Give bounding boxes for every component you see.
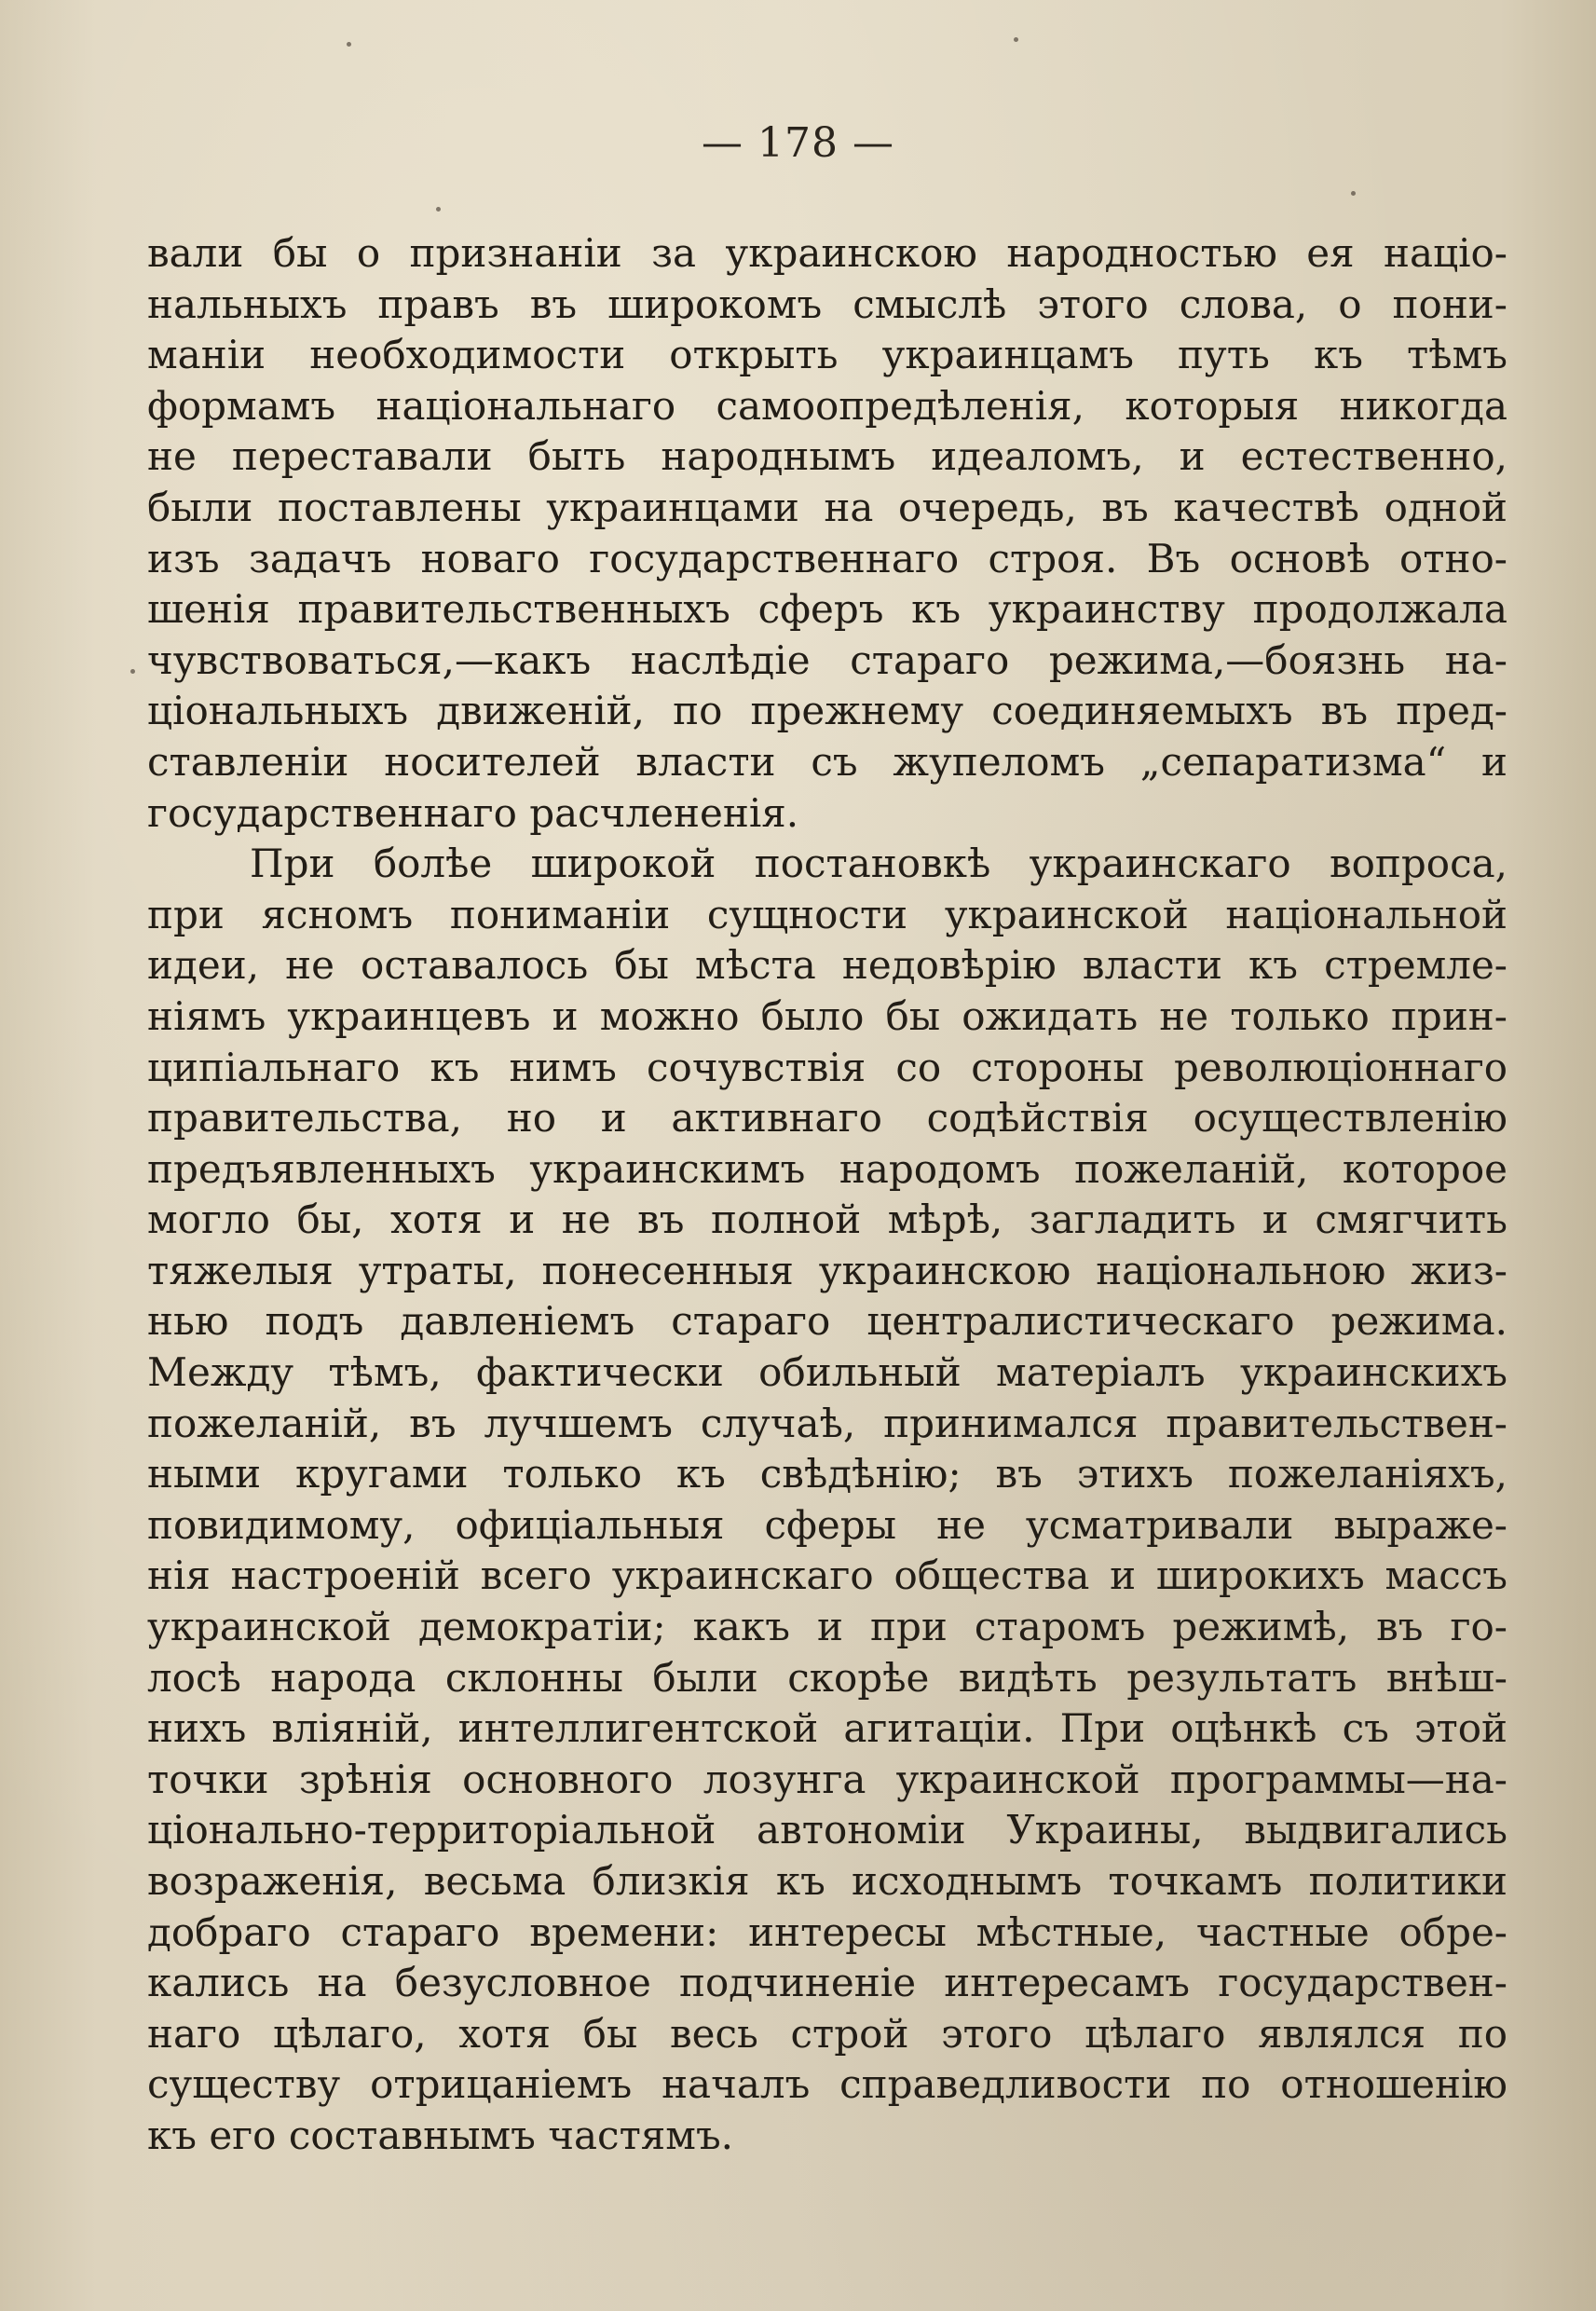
print-speck [347,42,351,47]
text-line: пожеланій, въ лучшемъ случаѣ, принимался правительствен- [147,1400,1507,1446]
text-line: чувствоваться,—какъ наслѣдіе стараго режима,—боязнь на- [147,636,1507,683]
text-line: ціональныхъ движеній, по прежнему соединяемыхъ въ пред- [147,688,1507,734]
text-line: возраженія, весьма близкія къ исходнымъ точкамъ политики [147,1858,1507,1904]
text-line: правительства, но и активнаго содѣйствія осуществленію [147,1095,1507,1142]
text-line: повидимому, офиціальныя сферы не усматривали выраже- [147,1501,1507,1548]
text-line: существу отрицаніемъ началъ справедливости по отношенію [147,2061,1507,2108]
text-line: при ясномъ пониманіи сущности украинской національной [147,891,1507,937]
paragraph-end-line: къ его составнымъ частямъ. [147,2112,734,2158]
text-line: предъявленныхъ украинскимъ народомъ пожеланій, которое [147,1145,1507,1192]
text-line: украинской демократіи; какъ и при старомъ режимѣ, въ го- [147,1604,1507,1650]
text-line: шенія правительственныхъ сферъ къ украинству продолжала [147,586,1507,633]
print-speck [1014,37,1018,42]
text-line: нихъ вліяній, интеллигентской агитаціи. При оцѣнкѣ съ этой [147,1705,1507,1752]
paragraph-end-line: государственнаго расчлененія. [147,789,799,836]
text-line: добраго стараго времени: интересы мѣстные, частные обре- [147,1908,1507,1955]
text-line: Между тѣмъ, фактически обильный матеріалъ украинскихъ [147,1349,1507,1396]
print-speck [436,207,441,212]
text-line: точки зрѣнія основного лозунга украинской программы—на- [147,1756,1507,1802]
text-line: ципіальнаго къ нимъ сочувствія со стороны революціоннаго [147,1044,1507,1090]
text-line: маніи необходимости открыть украинцамъ путь къ тѣмъ [147,332,1507,378]
text-line: были поставлены украинцами на очередь, въ качествѣ одной [147,484,1507,530]
text-line: ціонально-территоріальной автономіи Украины, выдвигались [147,1807,1507,1853]
page-number: — 178 — [702,119,894,167]
text-line: нія настроеній всего украинскаго общества и широкихъ массъ [147,1552,1507,1599]
text-line: ными кругами только къ свѣдѣнію; въ этихъ пожеланіяхъ, [147,1451,1507,1497]
print-speck [130,669,135,674]
text-line: нью подъ давленіемъ стараго централистическаго режима. [147,1298,1507,1345]
text-line: идеи, не оставалось бы мѣста недовѣрію власти къ стремле- [147,942,1507,989]
text-line: кались на безусловное подчиненіе интересамъ государствен- [147,1960,1507,2006]
body-text [147,228,1507,2162]
text-line: ставленіи носителей власти съ жупеломъ „сепаратизма“ и [147,738,1507,785]
text-line: лосѣ народа склонны были скорѣе видѣть результатъ внѣш- [147,1654,1507,1701]
print-speck [1351,191,1356,196]
text-line: могло бы, хотя и не въ полной мѣрѣ, загладить и смягчить [147,1197,1507,1243]
text-line: тяжелыя утраты, понесенныя украинскою національною жиз- [147,1247,1507,1293]
text-line: формамъ національнаго самоопредѣленія, которыя никогда [147,382,1507,429]
text-line: вали бы о признаніи за украинскою народностью ея націо- [147,230,1507,276]
text-line: нальныхъ правъ въ широкомъ смыслѣ этого слова, о пони- [147,280,1507,327]
text-line: не переставали быть народнымъ идеаломъ, и естественно, [147,433,1507,480]
text-line: наго цѣлаго, хотя бы весь строй этого цѣлаго являлся по [147,2010,1507,2057]
text-line: ніямъ украинцевъ и можно было бы ожидать не только прин- [147,992,1507,1039]
paragraph-start-line: При болѣе широкой постановкѣ украинскаго вопроса, [250,841,1507,887]
text-line: изъ задачъ новаго государственнаго строя. Въ основѣ отно- [147,535,1507,581]
